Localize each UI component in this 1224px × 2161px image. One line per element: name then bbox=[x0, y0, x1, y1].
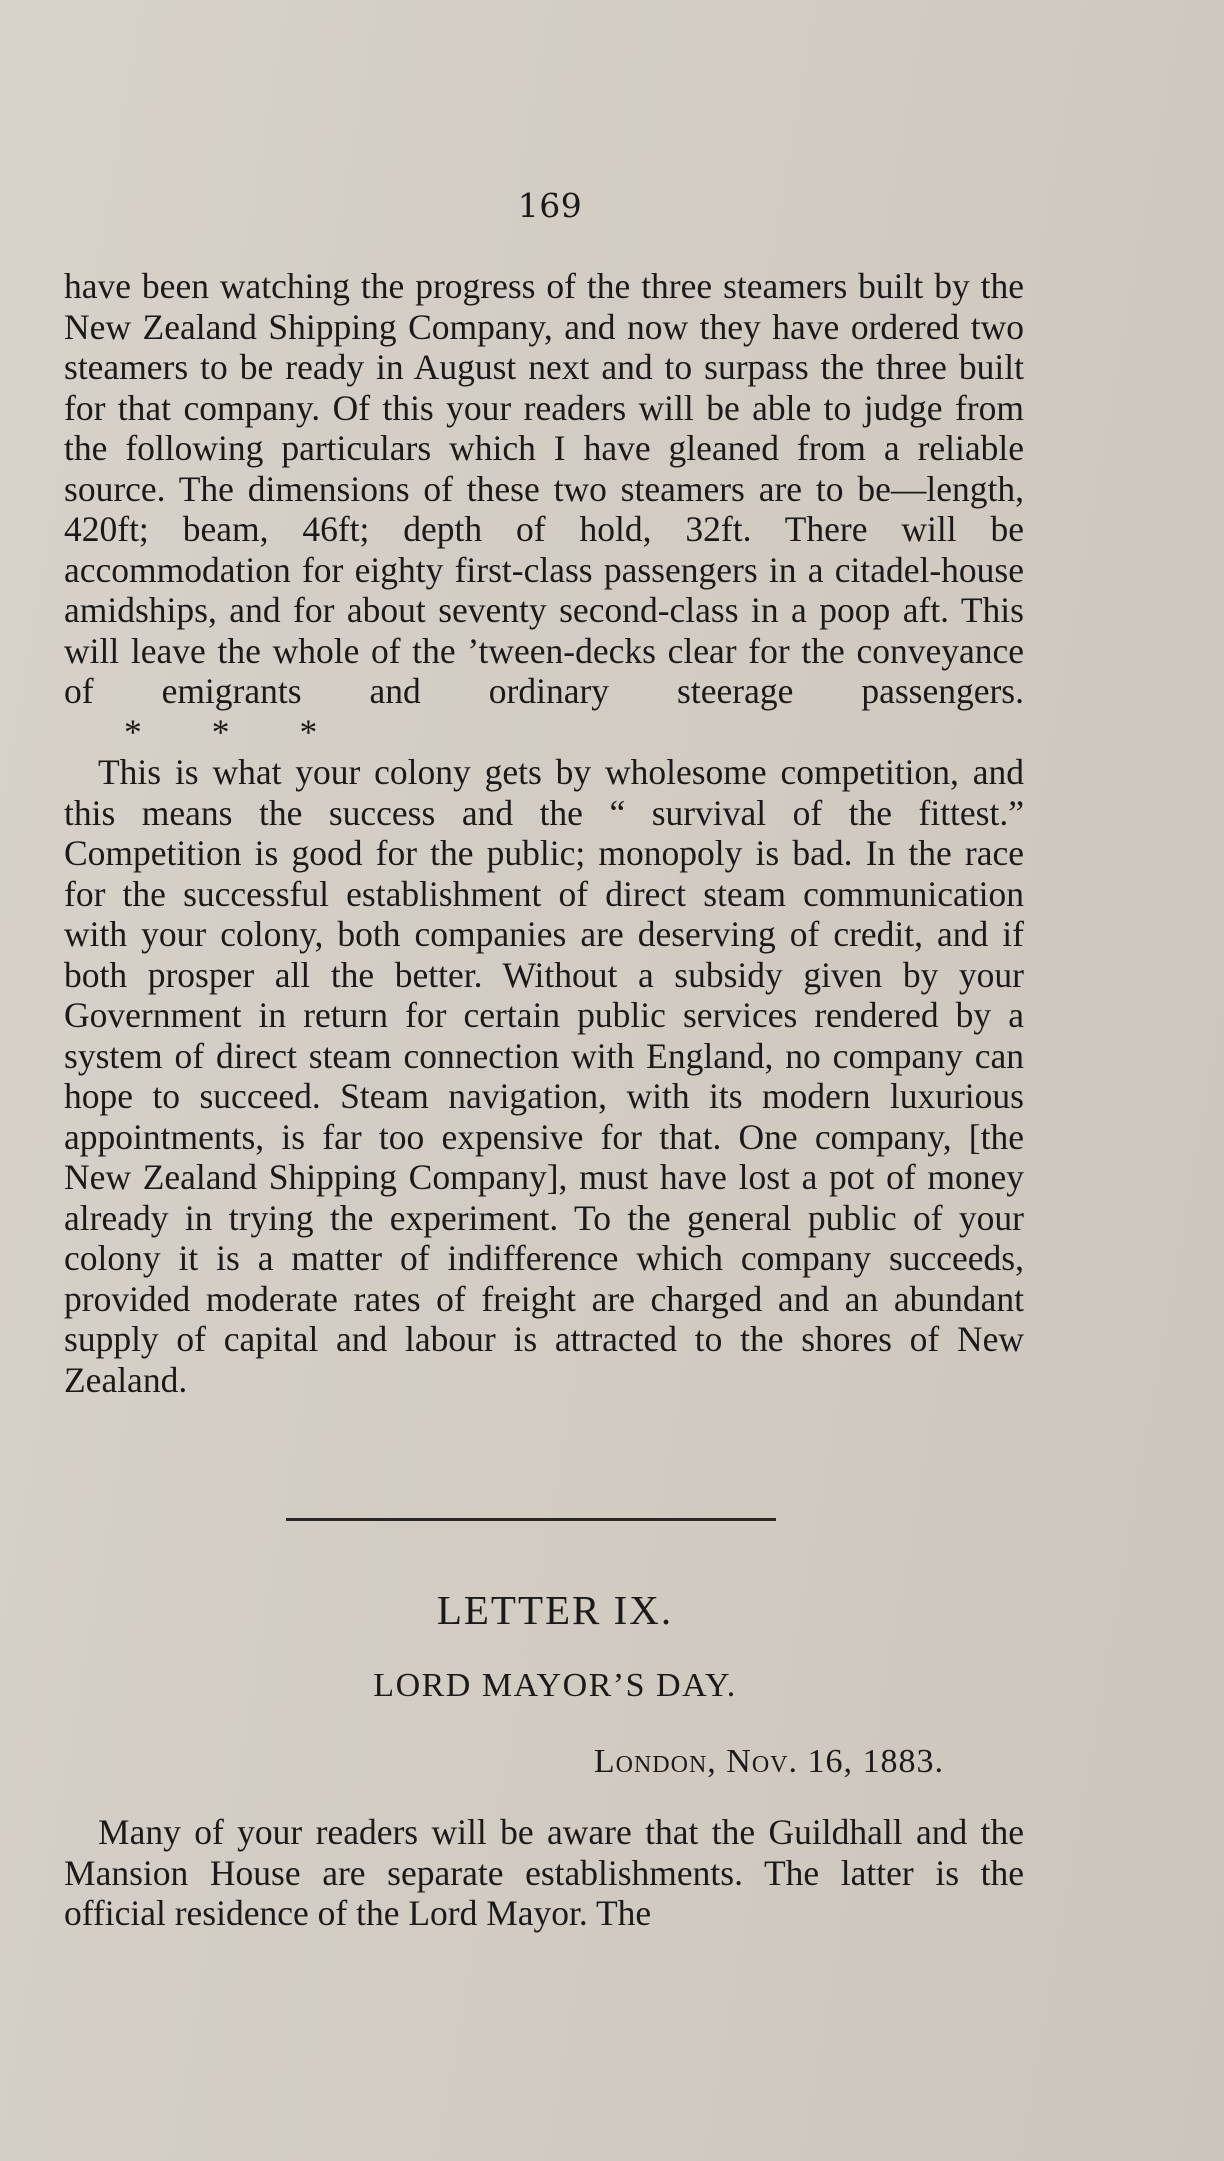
section-break-stars bbox=[124, 712, 387, 753]
letter-viii-conclusion bbox=[64, 266, 1024, 1400]
page-number: 169 bbox=[517, 186, 583, 225]
dateline-place: London, Nov. bbox=[593, 1743, 798, 1780]
letter-title: LETTER IX. bbox=[436, 1587, 674, 1633]
star-1: * bbox=[124, 711, 142, 752]
letter-subtitle: LORD MAYOR’S DAY. bbox=[373, 1667, 737, 1704]
dateline-date: 16, 1883. bbox=[807, 1743, 944, 1780]
star-2: * bbox=[211, 711, 230, 752]
dateline bbox=[594, 1743, 944, 1781]
paragraph-steamers-text: have been watching the progress of the three steamers built by the New Zealand Shipping Company, and now they have ordered two steamers to be ready in August next and to surpass the three built for that company. Of this your readers will be able to judge from the following particulars which I have gleaned from a reliable source. The dimensions of these two steamers are to be—length, 420ft; beam, 46ft; depth of hold, 32ft. There will be accommodation for eighty first-class passengers in a citadel-house amidships, and for about seventy second-class in a poop aft. This will leave the whole of the ’tween-decks clear for the conveyance of emigrants and ordinary steerage passengers. bbox=[64, 266, 1024, 711]
letter-ix-body bbox=[64, 1812, 1024, 1934]
paragraph-guildhall: Many of your readers will be aware that the Guildhall and the Mansion House are separate establishments. The latter is the official residence of the Lord Mayor. The bbox=[64, 1812, 1024, 1933]
paragraph-steamers bbox=[64, 266, 1024, 752]
star-3: * bbox=[299, 711, 318, 752]
paragraph-competition: This is what your colony gets by wholesome competition, and this means the success and the “ survival of the fittest.” Competition is good for the public; monopoly is bad. In the race for the successful establishment of direct steam communication with your colony, both companies are deserving of credit, and if both prosper all the better. Without a subsidy given by your Government in return for certain public services rendered by a system of direct steam connection with England, no company can hope to succeed. Steam navigation, with its modern luxurious appointments, is far too expensive for that. One company, [the New Zealand Shipping Company], must have lost a pot of money already in trying the experiment. To the general public of your colony it is a matter of indifference which company succeeds, provided moderate rates of freight are charged and an abundant supply of capital and labour is attracted to the shores of New Zealand. bbox=[64, 752, 1024, 1400]
section-divider bbox=[286, 1518, 776, 1521]
